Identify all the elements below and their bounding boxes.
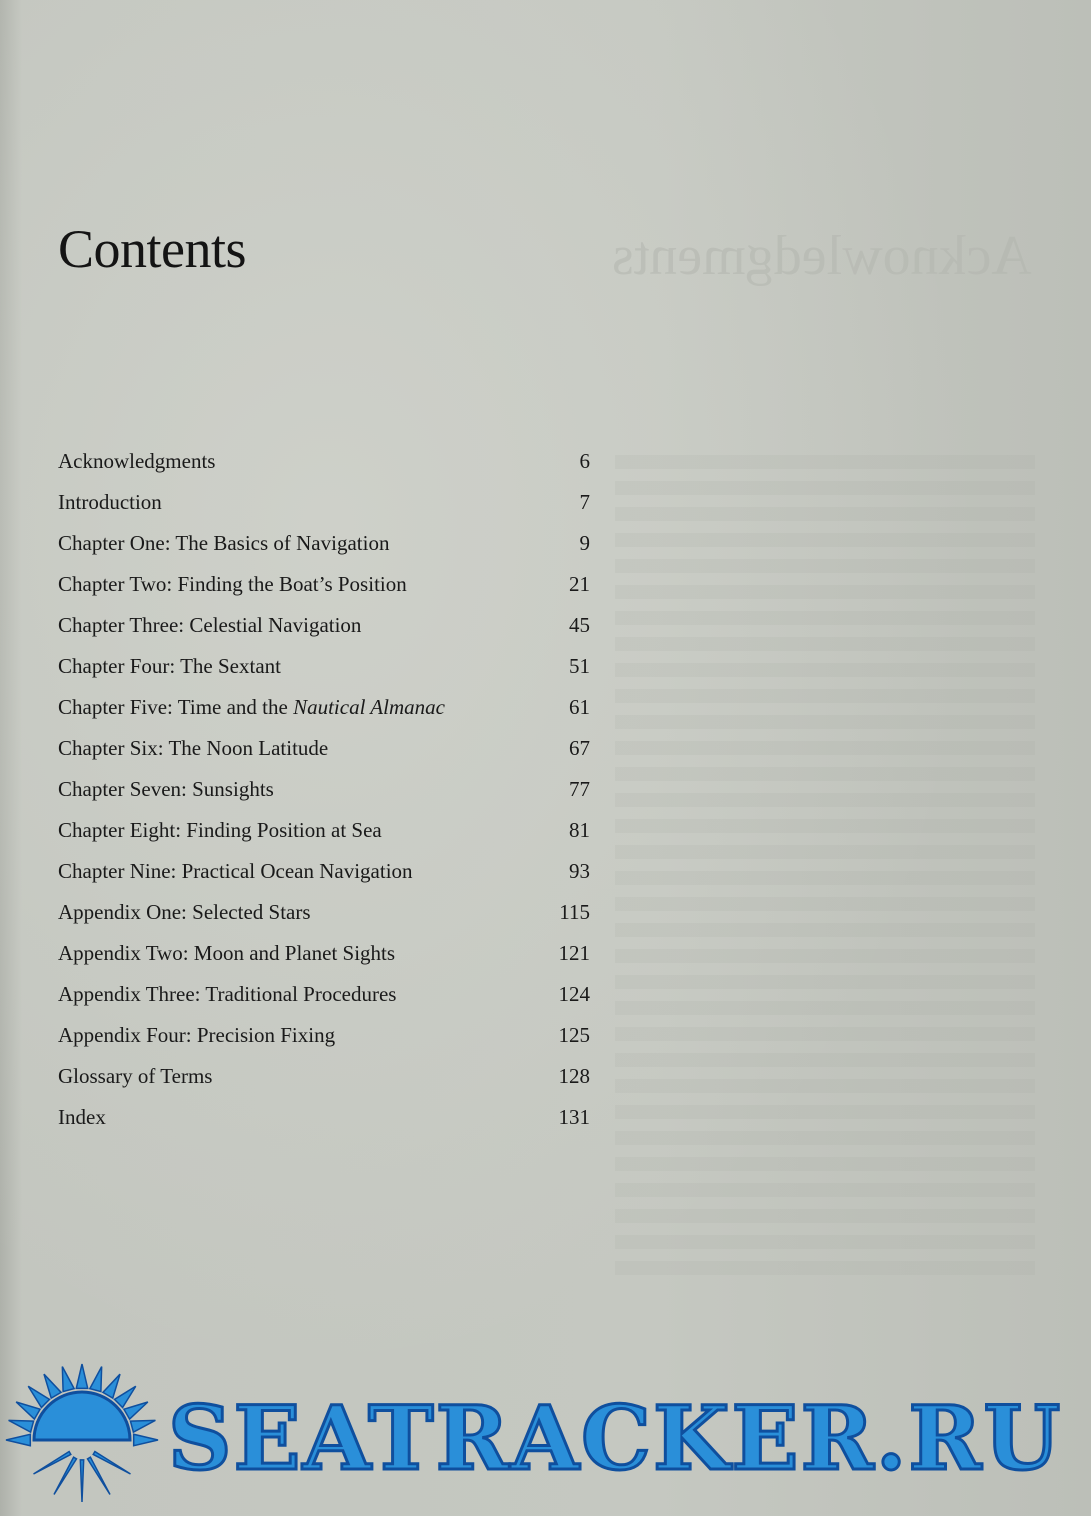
toc-entry-title-italic: Nautical Almanac: [293, 695, 445, 719]
toc-entry-page-number: 128: [558, 1064, 590, 1088]
toc-entry-page-number: 93: [569, 859, 590, 883]
toc-entry-page-number: 115: [559, 900, 590, 924]
sun-ray: [115, 1386, 136, 1407]
toc-entry-title: [58, 1023, 335, 1048]
sun-ray: [87, 1457, 110, 1494]
toc-entry-page-number: 124: [558, 982, 590, 1006]
toc-entry-page-number: 61: [569, 695, 590, 719]
sun-ray: [103, 1374, 120, 1398]
toc-entry: [58, 900, 594, 941]
toc-entry-title-text: Appendix Three: Traditional Procedures: [58, 982, 397, 1006]
toc-entry-page-number: 6: [579, 449, 590, 473]
toc-entry: [58, 654, 594, 695]
sun-ray: [90, 1367, 102, 1392]
toc-entry-title: [58, 736, 328, 761]
toc-entry-title-text: Appendix Two: Moon and Planet Sights: [58, 941, 396, 965]
sun-ray: [16, 1402, 40, 1419]
sun-ray: [80, 1460, 83, 1502]
toc-entry-title-text: Chapter One: The Basics of Navigation: [58, 531, 390, 555]
toc-entry-title: [58, 859, 413, 884]
toc-entry: [58, 818, 594, 859]
toc-entry: [58, 736, 594, 777]
toc-entry-page-number: 121: [558, 941, 590, 965]
toc-entry-page-number: 67: [569, 736, 590, 760]
toc-entry-title: [58, 818, 382, 843]
sun-ray: [62, 1367, 74, 1392]
toc-entry: [58, 572, 594, 613]
toc-entry: [58, 695, 594, 736]
table-of-contents: [58, 449, 594, 1146]
watermark: [0, 1352, 1091, 1502]
toc-entry-title-text: Acknowledgments: [58, 449, 216, 473]
toc-entry-title: [58, 572, 407, 597]
sun-ray: [34, 1451, 71, 1474]
toc-entry-title-text: Glossary of Terms: [58, 1064, 213, 1088]
sun-ray: [130, 1420, 155, 1432]
toc-entry-title-text: Introduction: [58, 490, 162, 514]
sun-ray: [28, 1386, 49, 1407]
toc-entry: [58, 859, 594, 900]
sun-ray: [44, 1374, 61, 1398]
sun-icon: [4, 1352, 164, 1502]
toc-entry: [58, 1023, 594, 1064]
toc-entry-title: [58, 613, 361, 638]
page-title: Contents: [58, 219, 247, 279]
watermark-text: SEATRACKER.RU: [168, 1386, 1063, 1490]
toc-entry-title: [58, 1105, 106, 1130]
toc-entry-title-text: Chapter Three: Celestial Navigation: [58, 613, 362, 637]
toc-entry-title: [58, 490, 162, 515]
toc-entry-page-number: 9: [579, 531, 590, 555]
toc-entry-title: [58, 449, 215, 474]
toc-entry-page-number: 45: [569, 613, 590, 637]
toc-entry-title: [58, 654, 281, 679]
toc-entry: [58, 531, 594, 572]
sun-ray: [9, 1420, 34, 1432]
toc-entry: [58, 1064, 594, 1105]
toc-entry: [58, 941, 594, 982]
toc-entry: [58, 982, 594, 1023]
toc-entry-title: [58, 531, 389, 556]
toc-entry-title: [58, 1064, 212, 1089]
toc-entry-page-number: 125: [558, 1023, 590, 1047]
toc-entry-title-text: Chapter Eight: Finding Position at Sea: [58, 818, 382, 842]
toc-entry: [58, 777, 594, 818]
toc-entry-page-number: 77: [569, 777, 590, 801]
toc-entry: [58, 613, 594, 654]
sun-ray: [6, 1434, 30, 1445]
toc-entry-title-text: Chapter Two: Finding the Boat’s Position: [58, 572, 407, 596]
sun-ray: [134, 1434, 158, 1445]
toc-entry-title: [58, 777, 274, 802]
sun-ray: [76, 1364, 87, 1388]
toc-entry-page-number: 21: [569, 572, 590, 596]
toc-entry-page-number: 51: [569, 654, 590, 678]
toc-entry-title-text: Chapter Five: Time and the: [58, 695, 294, 719]
toc-entry: [58, 1105, 594, 1146]
toc-entry-title: [58, 982, 396, 1007]
toc-entry-page-number: 81: [569, 818, 590, 842]
bleed-through-text: Acknowledgments: [612, 225, 1032, 287]
toc-entry-title: [58, 900, 311, 925]
toc-entry: [58, 490, 594, 531]
sun-ray: [54, 1457, 77, 1494]
toc-entry-title-text: Appendix Four: Precision Fixing: [58, 1023, 336, 1047]
toc-entry-page-number: 131: [558, 1105, 590, 1129]
toc-entry-title: [58, 941, 395, 966]
toc-entry: [58, 449, 594, 490]
toc-entry-title-text: Index: [58, 1105, 106, 1129]
toc-entry-title: [58, 695, 445, 720]
toc-entry-title-text: Chapter Four: The Sextant: [58, 654, 281, 678]
toc-entry-title-text: Chapter Nine: Practical Ocean Navigation: [58, 859, 413, 883]
toc-entry-title-text: Chapter Seven: Sunsights: [58, 777, 274, 801]
sun-ray: [124, 1402, 148, 1419]
sun-ray: [93, 1451, 130, 1474]
bleed-through-lines: [615, 455, 1035, 1275]
toc-entry-page-number: 7: [579, 490, 590, 514]
toc-entry-title-text: Chapter Six: The Noon Latitude: [58, 736, 329, 760]
toc-entry-title-text: Appendix One: Selected Stars: [58, 900, 311, 924]
